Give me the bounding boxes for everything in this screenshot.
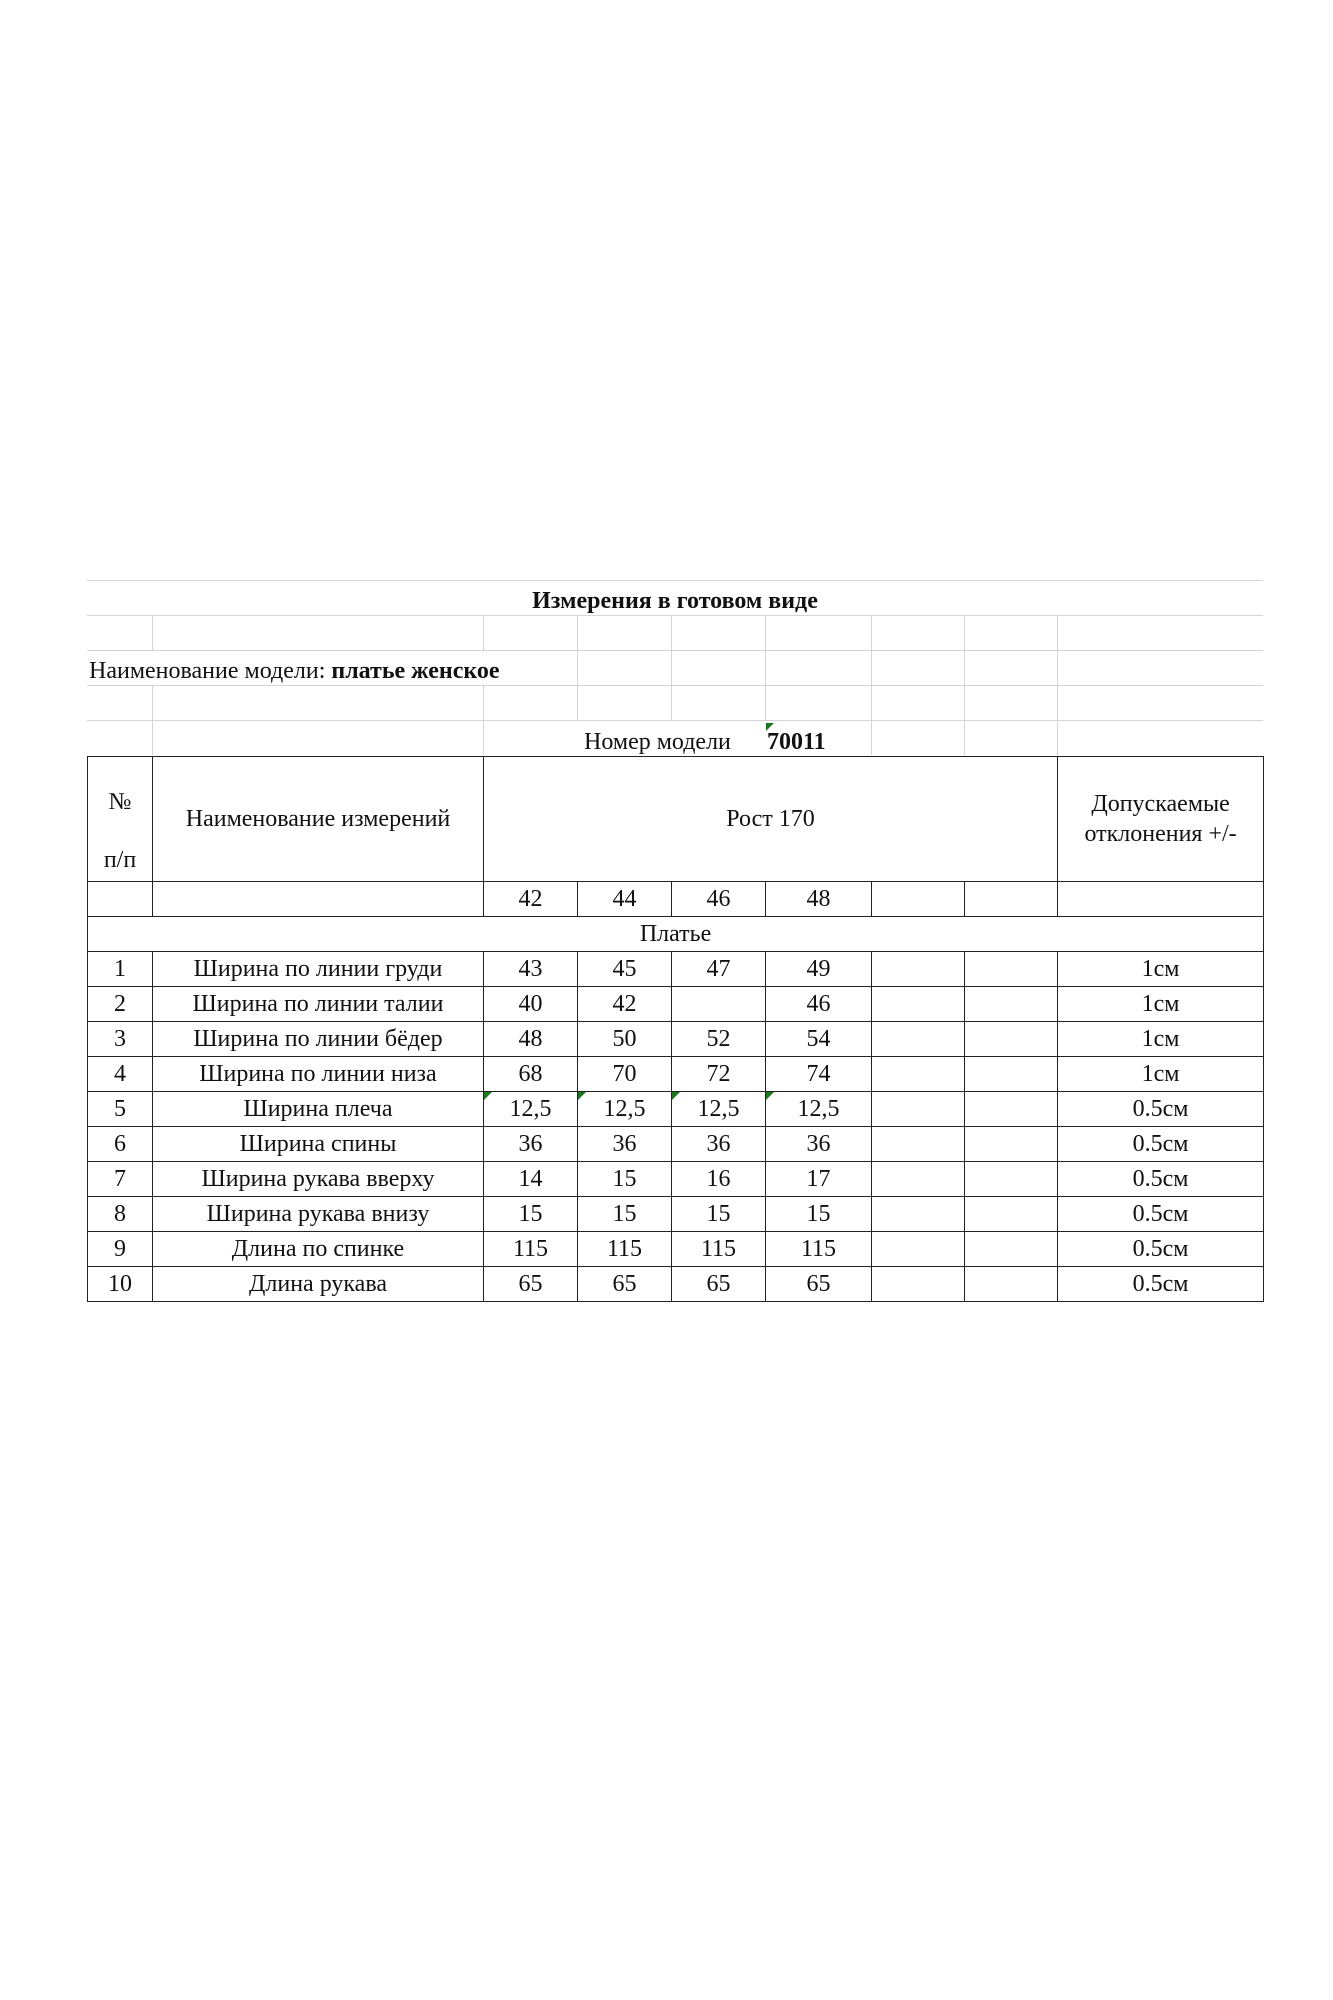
empty-row bbox=[87, 685, 1263, 720]
measurement-value bbox=[872, 952, 965, 987]
table-row bbox=[88, 1197, 1264, 1232]
table-row bbox=[88, 1162, 1264, 1197]
measurement-value: 14 bbox=[484, 1162, 578, 1197]
model-number-label: Номер модели bbox=[584, 729, 731, 755]
measurement-value bbox=[965, 1232, 1058, 1267]
table-row bbox=[88, 1092, 1264, 1127]
comment-marker-icon bbox=[766, 1092, 774, 1100]
measurement-name: Ширина по линии низа bbox=[153, 1057, 484, 1092]
header-height: Рост 170 bbox=[484, 757, 1058, 882]
measurement-value bbox=[965, 1197, 1058, 1232]
row-number: 10 bbox=[88, 1267, 153, 1302]
value-text: 12,5 bbox=[697, 1096, 740, 1122]
measurement-value bbox=[965, 1057, 1058, 1092]
model-name-row bbox=[87, 650, 1263, 685]
value-text: 12,5 bbox=[603, 1096, 646, 1122]
measurement-value bbox=[872, 1127, 965, 1162]
measurement-value: 15 bbox=[672, 1197, 766, 1232]
measurement-value: 46 bbox=[766, 987, 872, 1022]
tolerance-value: 0.5см bbox=[1058, 1232, 1264, 1267]
measurement-value: 68 bbox=[484, 1057, 578, 1092]
measurement-value bbox=[965, 1127, 1058, 1162]
measurement-name: Ширина рукава внизу bbox=[153, 1197, 484, 1232]
empty-cell bbox=[153, 882, 484, 917]
measurement-value: 15 bbox=[766, 1197, 872, 1232]
measurement-name: Ширина спины bbox=[153, 1127, 484, 1162]
empty-cell bbox=[88, 882, 153, 917]
table-row bbox=[88, 1057, 1264, 1092]
measurement-value: 17 bbox=[766, 1162, 872, 1197]
measurement-name: Ширина по линии бёдер bbox=[153, 1022, 484, 1057]
tolerance-value: 0.5см bbox=[1058, 1092, 1264, 1127]
measurement-value bbox=[965, 1267, 1058, 1302]
measurement-value: 65 bbox=[578, 1267, 672, 1302]
document-title: Измерения в готовом виде bbox=[532, 588, 818, 614]
row-number: 5 bbox=[88, 1092, 153, 1127]
row-number: 9 bbox=[88, 1232, 153, 1267]
measurement-value: 15 bbox=[578, 1162, 672, 1197]
header-tolerance: Допускаемые отклонения +/- bbox=[1058, 757, 1264, 882]
measurement-value: 65 bbox=[484, 1267, 578, 1302]
model-name-value: платье женское bbox=[331, 658, 500, 684]
measurement-value bbox=[965, 1092, 1058, 1127]
measurement-value bbox=[672, 987, 766, 1022]
row-number: 3 bbox=[88, 1022, 153, 1057]
measurement-value: 65 bbox=[766, 1267, 872, 1302]
measurement-value: 74 bbox=[766, 1057, 872, 1092]
tolerance-value: 0.5см bbox=[1058, 1267, 1264, 1302]
measurement-value bbox=[766, 1092, 872, 1127]
measurement-value: 48 bbox=[484, 1022, 578, 1057]
header-number bbox=[88, 757, 153, 882]
row-number: 8 bbox=[88, 1197, 153, 1232]
measurement-value bbox=[484, 1092, 578, 1127]
table-row bbox=[88, 1022, 1264, 1057]
measurement-value bbox=[672, 1092, 766, 1127]
measurement-value: 52 bbox=[672, 1022, 766, 1057]
measurement-value: 42 bbox=[578, 987, 672, 1022]
table-row bbox=[88, 987, 1264, 1022]
header-number-bottom: п/п bbox=[103, 847, 137, 873]
measurement-value: 16 bbox=[672, 1162, 766, 1197]
header-measurement-name: Наименование измерений bbox=[153, 757, 484, 882]
size-cell: 48 bbox=[766, 882, 872, 917]
table-row bbox=[88, 1127, 1264, 1162]
measurement-value bbox=[965, 987, 1058, 1022]
measurement-value bbox=[965, 1162, 1058, 1197]
measurement-value: 15 bbox=[484, 1197, 578, 1232]
model-name-label: Наименование модели: bbox=[89, 658, 326, 684]
measurement-value: 115 bbox=[484, 1232, 578, 1267]
measurement-value: 50 bbox=[578, 1022, 672, 1057]
size-cell bbox=[965, 882, 1058, 917]
measurement-value: 40 bbox=[484, 987, 578, 1022]
row-number: 2 bbox=[88, 987, 153, 1022]
measurement-value bbox=[872, 1197, 965, 1232]
comment-marker-icon bbox=[484, 1092, 492, 1100]
measurement-value bbox=[872, 987, 965, 1022]
model-name bbox=[89, 651, 500, 685]
table-row bbox=[88, 1267, 1264, 1302]
measurement-value: 43 bbox=[484, 952, 578, 987]
model-number-value: 70011 bbox=[767, 729, 826, 755]
measurement-value: 115 bbox=[766, 1232, 872, 1267]
row-number: 7 bbox=[88, 1162, 153, 1197]
measurement-value bbox=[872, 1232, 965, 1267]
measurement-name: Ширина рукава вверху bbox=[153, 1162, 484, 1197]
section-row bbox=[88, 917, 1264, 952]
measurement-name: Длина по спинке bbox=[153, 1232, 484, 1267]
measurement-value: 72 bbox=[672, 1057, 766, 1092]
measurement-name: Ширина по линии талии bbox=[153, 987, 484, 1022]
measurement-value bbox=[578, 1092, 672, 1127]
measurement-value: 115 bbox=[672, 1232, 766, 1267]
value-text: 12,5 bbox=[797, 1096, 840, 1122]
measurement-value bbox=[965, 952, 1058, 987]
empty-cell bbox=[1058, 882, 1264, 917]
row-number: 1 bbox=[88, 952, 153, 987]
measurement-value: 15 bbox=[578, 1197, 672, 1232]
measurement-name: Длина рукава bbox=[153, 1267, 484, 1302]
measurement-value bbox=[872, 1267, 965, 1302]
measurements-table bbox=[87, 756, 1264, 1302]
empty-row bbox=[87, 615, 1263, 650]
tolerance-value: 1см bbox=[1058, 987, 1264, 1022]
row-number: 6 bbox=[88, 1127, 153, 1162]
size-cell bbox=[872, 882, 965, 917]
tolerance-value: 1см bbox=[1058, 1022, 1264, 1057]
size-cell: 44 bbox=[578, 882, 672, 917]
tolerance-value: 1см bbox=[1058, 1057, 1264, 1092]
comment-marker-icon bbox=[672, 1092, 680, 1100]
measurement-value: 49 bbox=[766, 952, 872, 987]
measurement-value: 115 bbox=[578, 1232, 672, 1267]
value-text: 12,5 bbox=[509, 1096, 552, 1122]
measurement-value: 36 bbox=[672, 1127, 766, 1162]
measurement-value: 45 bbox=[578, 952, 672, 987]
comment-marker-icon bbox=[578, 1092, 586, 1100]
tolerance-value: 0.5см bbox=[1058, 1162, 1264, 1197]
table-row bbox=[88, 1232, 1264, 1267]
table-row bbox=[88, 952, 1264, 987]
measurement-value: 65 bbox=[672, 1267, 766, 1302]
spreadsheet-header-area bbox=[87, 580, 1263, 755]
sizes-row bbox=[88, 882, 1264, 917]
tolerance-value: 0.5см bbox=[1058, 1197, 1264, 1232]
measurement-value bbox=[872, 1162, 965, 1197]
measurement-name: Ширина по линии груди bbox=[153, 952, 484, 987]
size-cell: 42 bbox=[484, 882, 578, 917]
size-cell: 46 bbox=[672, 882, 766, 917]
measurement-value bbox=[872, 1022, 965, 1057]
measurement-value: 47 bbox=[672, 952, 766, 987]
measurement-value bbox=[872, 1092, 965, 1127]
measurement-value: 36 bbox=[484, 1127, 578, 1162]
measurement-value: 70 bbox=[578, 1057, 672, 1092]
measurement-value: 54 bbox=[766, 1022, 872, 1057]
measurement-value bbox=[965, 1022, 1058, 1057]
measurement-value: 36 bbox=[766, 1127, 872, 1162]
tolerance-value: 1см bbox=[1058, 952, 1264, 987]
header-number-top: № bbox=[108, 789, 132, 815]
measurement-name: Ширина плеча bbox=[153, 1092, 484, 1127]
title-row bbox=[87, 580, 1263, 615]
model-number-row bbox=[87, 720, 1263, 755]
table-header-row bbox=[88, 757, 1264, 882]
measurement-value: 36 bbox=[578, 1127, 672, 1162]
row-number: 4 bbox=[88, 1057, 153, 1092]
tolerance-value: 0.5см bbox=[1058, 1127, 1264, 1162]
section-label: Платье bbox=[88, 917, 1264, 952]
measurement-value bbox=[872, 1057, 965, 1092]
